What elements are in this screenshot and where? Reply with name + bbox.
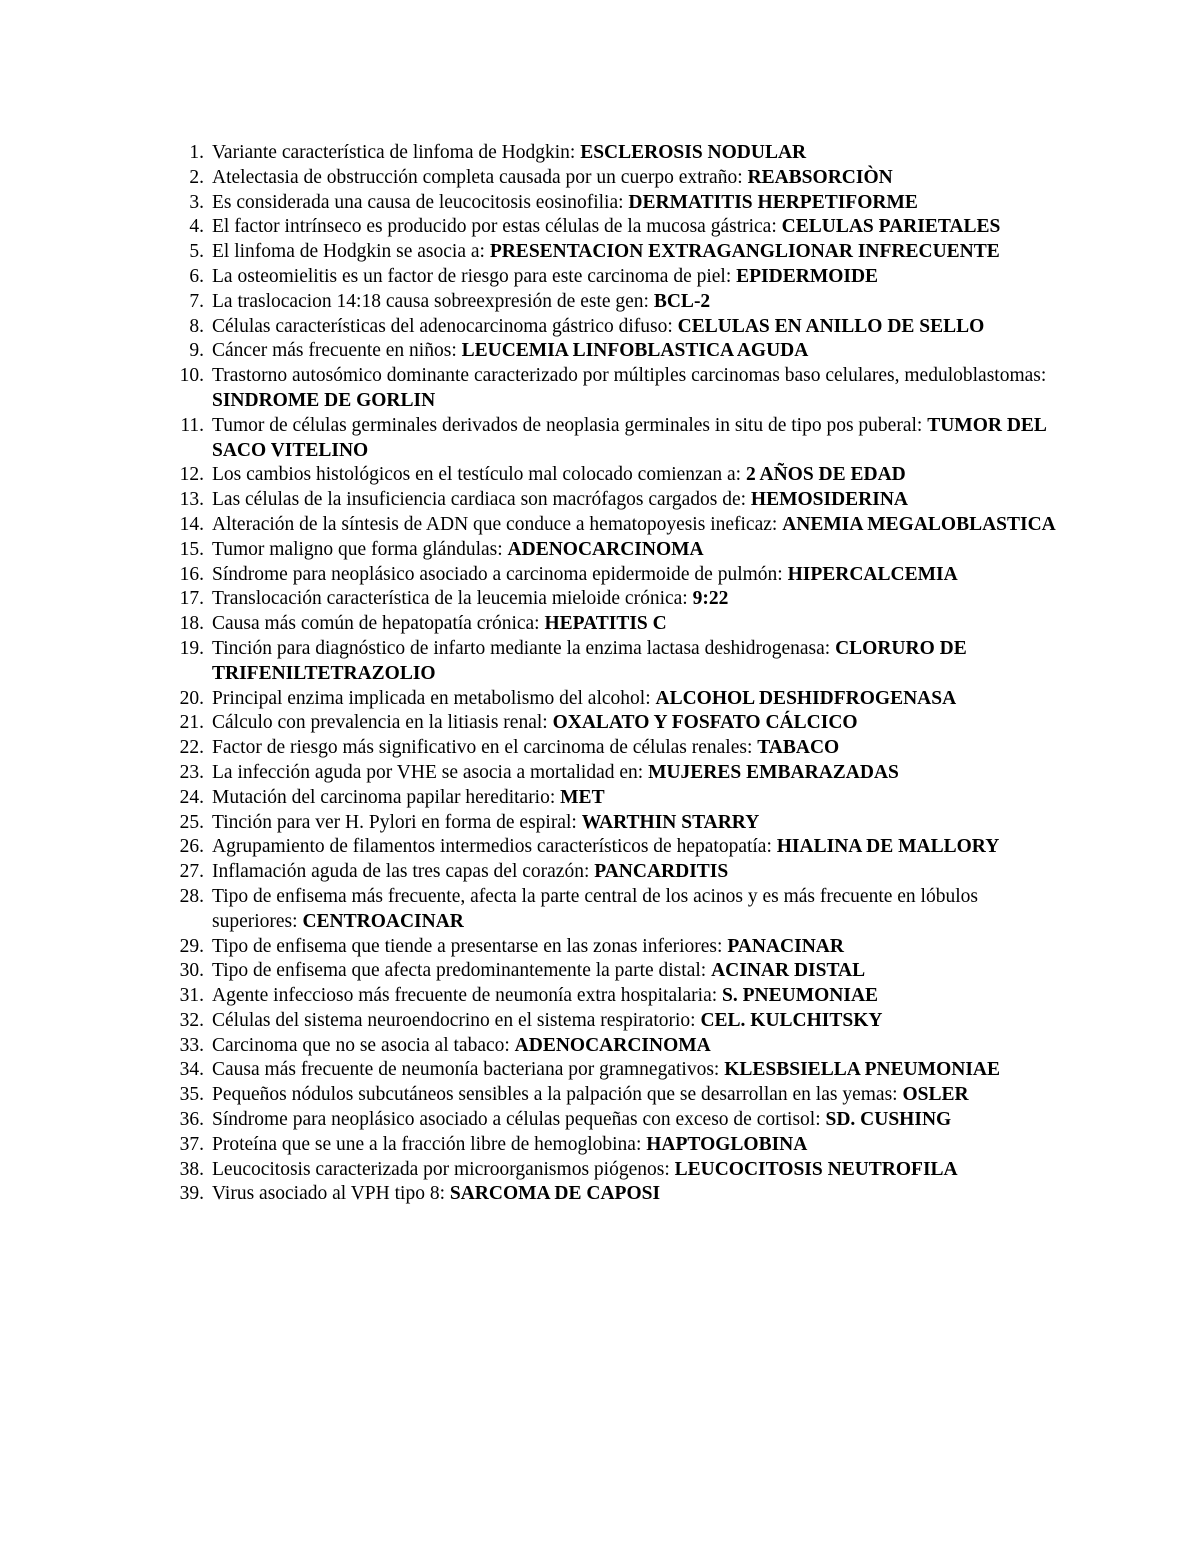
question-answer: ESCLEROSIS NODULAR [580,142,807,163]
question-prompt: Las células de la insuficiencia cardiaca son macrófagos cargados de: [212,489,747,511]
question-number: 33. [179,1034,204,1056]
question-item [160,315,1060,340]
question-answer: OSLER [902,1084,969,1106]
question-item [160,414,1060,464]
question-answer: PANCARDITIS [594,861,729,883]
question-answer: TABACO [757,737,840,759]
question-answer: CENTROACINAR [302,910,464,932]
question-answer: DERMATITIS HERPETIFORME [628,191,918,213]
question-answer: REABSORCIÒN [747,166,893,188]
question-prompt: Leucocitosis caracterizada por microorganismos piógenos: [212,1158,670,1180]
question-number: 13. [179,489,204,511]
question-answer: SARCOMA DE CAPOSI [449,1183,661,1205]
question-answer: ALCOHOL DESHIDFROGENASA [655,687,957,709]
question-answer: S. PNEUMONIAE [722,985,879,1007]
question-prompt: Alteración de la síntesis de ADN que conduce a hematopoyesis ineficaz: [212,513,778,535]
question-answer: ADENOCARCINOMA [507,538,704,560]
question-item [160,240,1060,265]
question-prompt: Tipo de enfisema que tiende a presentarse en las zonas inferiores: [212,935,723,957]
question-answer: PRESENTACION EXTRAGANGLIONAR INFRECUENTE [489,241,1000,263]
question-number: 5. [189,241,204,263]
question-prompt: La osteomielitis es un factor de riesgo para este carcinoma de piel: [212,265,732,287]
question-item [160,761,1060,786]
question-prompt: Proteína que se une a la fracción libre de hemoglobina: [212,1133,642,1155]
question-number: 21. [179,712,204,734]
question-prompt: Síndrome para neoplásico asociado a carcinoma epidermoide de pulmón: [212,563,783,585]
question-item [160,141,1060,166]
question-prompt: Síndrome para neoplásico asociado a células pequeñas con exceso de cortisol: [212,1109,821,1131]
question-item [160,1182,1060,1207]
question-prompt: Carcinoma que no se asocia al tabaco: [212,1034,510,1056]
question-answer: EPIDERMOIDE [736,265,879,287]
question-answer: HEPATITIS C [544,613,667,635]
question-prompt: Inflamación aguda de las tres capas del corazón: [212,861,590,883]
question-item [160,835,1060,860]
question-number: 17. [179,588,204,610]
question-item [160,1133,1060,1158]
question-number: 20. [179,687,204,709]
question-answer: KLESBSIELLA PNEUMONIAE [724,1059,1000,1081]
question-number: 7. [189,290,204,312]
question-answer: ACINAR DISTAL [711,960,866,982]
question-item [160,1009,1060,1034]
question-item [160,1108,1060,1133]
question-prompt: Trastorno autosómico dominante caracterizado por múltiples carcinomas baso celulares, meduloblastomas: [212,365,1047,387]
question-prompt: La infección aguda por VHE se asocia a mortalidad en: [212,761,644,783]
question-prompt: Es considerada una causa de leucocitosis eosinofilia: [212,191,624,213]
question-answer: OXALATO Y FOSFATO CÁLCICO [552,712,858,734]
question-number: 12. [179,464,204,486]
question-item [160,786,1060,811]
question-list [160,141,1060,1207]
question-item [160,984,1060,1009]
question-item [160,265,1060,290]
question-prompt: Los cambios histológicos en el testículo mal colocado comienzan a: [212,464,742,486]
question-item [160,339,1060,364]
question-number: 27. [179,861,204,883]
question-prompt: Mutación del carcinoma papilar hereditario: [212,786,556,808]
question-number: 29. [179,935,204,957]
question-number: 2. [189,166,204,188]
question-prompt: Tipo de enfisema más frecuente, afecta la parte central de los acinos y es más frecuente en lóbulos superiores: [212,885,978,932]
question-number: 19. [179,637,204,659]
question-answer: WARTHIN STARRY [581,811,760,833]
question-number: 32. [179,1009,204,1031]
question-answer: SINDROME DE GORLIN [212,389,436,411]
question-item [160,1083,1060,1108]
question-number: 1. [189,142,204,163]
question-answer: MET [560,786,605,808]
question-prompt: Pequeños nódulos subcutáneos sensibles a la palpación que se desarrollan en las yemas: [212,1084,898,1106]
question-prompt: Agrupamiento de filamentos intermedios característicos de hepatopatía: [212,836,772,858]
question-prompt: La traslocacion 14:18 causa sobreexpresión de este gen: [212,290,649,312]
question-answer: BCL-2 [653,290,711,312]
question-prompt: Cálculo con prevalencia en la litiasis renal: [212,712,548,734]
question-number: 9. [189,340,204,362]
question-number: 11. [180,414,204,436]
question-item [160,736,1060,761]
question-answer: PANACINAR [727,935,844,957]
question-item [160,587,1060,612]
question-answer: CEL. KULCHITSKY [700,1009,883,1031]
question-prompt: El factor intrínseco es producido por estas células de la mucosa gástrica: [212,216,777,238]
question-item [160,488,1060,513]
question-prompt: Causa más común de hepatopatía crónica: [212,613,540,635]
question-item [160,1158,1060,1183]
question-number: 30. [179,960,204,982]
question-answer: 2 AÑOS DE EDAD [745,464,906,486]
question-prompt: Variante característica de linfoma de Hodgkin: [212,142,576,163]
question-number: 6. [189,265,204,287]
question-answer: TUMOR DEL SACO VITELINO [212,414,1046,461]
question-item [160,463,1060,488]
question-item [160,885,1060,935]
question-prompt: Tipo de enfisema que afecta predominantemente la parte distal: [212,960,707,982]
question-number: 39. [179,1183,204,1205]
question-number: 23. [179,761,204,783]
question-answer: CLORURO DE TRIFENILTETRAZOLIO [212,637,967,684]
question-answer: HIALINA DE MALLORY [776,836,1000,858]
question-item [160,191,1060,216]
question-number: 25. [179,811,204,833]
question-item [160,959,1060,984]
question-number: 16. [179,563,204,585]
question-number: 3. [189,191,204,213]
question-item [160,860,1060,885]
question-prompt: Tinción para diagnóstico de infarto mediante la enzima lactasa deshidrogenasa: [212,637,831,659]
question-item [160,612,1060,637]
question-number: 28. [179,885,204,907]
question-prompt: Virus asociado al VPH tipo 8: [212,1183,445,1205]
question-number: 24. [179,786,204,808]
question-prompt: Tumor maligno que forma glándulas: [212,538,503,560]
question-prompt: Causa más frecuente de neumonía bacteriana por gramnegativos: [212,1059,720,1081]
question-answer: ADENOCARCINOMA [514,1034,711,1056]
question-item [160,563,1060,588]
question-number: 36. [179,1109,204,1131]
question-answer: HAPTOGLOBINA [646,1133,808,1155]
question-number: 34. [179,1059,204,1081]
question-number: 35. [179,1084,204,1106]
question-prompt: Cáncer más frecuente en niños: [212,340,457,362]
question-answer: 9:22 [692,588,729,610]
question-number: 15. [179,538,204,560]
question-prompt: Agente infeccioso más frecuente de neumonía extra hospitalaria: [212,985,718,1007]
question-item [160,290,1060,315]
question-prompt: Translocación característica de la leucemia mieloide crónica: [212,588,688,610]
question-number: 31. [179,985,204,1007]
question-prompt: Principal enzima implicada en metabolismo del alcohol: [212,687,651,709]
question-answer: SD. CUSHING [825,1109,952,1131]
question-item [160,687,1060,712]
question-item [160,166,1060,191]
question-item [160,711,1060,736]
question-number: 22. [179,737,204,759]
question-prompt: Atelectasia de obstrucción completa causada por un cuerpo extraño: [212,166,743,188]
question-item [160,1034,1060,1059]
question-item [160,513,1060,538]
question-item [160,637,1060,687]
question-answer: CELULAS EN ANILLO DE SELLO [677,315,985,337]
question-prompt: Factor de riesgo más significativo en el carcinoma de células renales: [212,737,753,759]
question-item [160,1058,1060,1083]
question-item [160,364,1060,414]
question-number: 38. [179,1158,204,1180]
question-item [160,215,1060,240]
question-answer: LEUCEMIA LINFOBLASTICA AGUDA [461,340,809,362]
question-number: 8. [189,315,204,337]
question-answer: ANEMIA MEGALOBLASTICA [782,513,1056,535]
question-item [160,935,1060,960]
question-number: 14. [179,513,204,535]
question-number: 4. [189,216,204,238]
question-answer: CELULAS PARIETALES [781,216,1001,238]
question-answer: LEUCOCITOSIS NEUTROFILA [674,1158,958,1180]
question-number: 37. [179,1133,204,1155]
question-answer: HIPERCALCEMIA [787,563,958,585]
question-item [160,538,1060,563]
question-answer: MUJERES EMBARAZADAS [648,761,899,783]
question-prompt: El linfoma de Hodgkin se asocia a: [212,241,485,263]
question-number: 26. [179,836,204,858]
question-number: 10. [179,365,204,387]
question-prompt: Tumor de células germinales derivados de neoplasia germinales in situ de tipo pos puberal: [212,414,923,436]
question-answer: HEMOSIDERINA [750,489,909,511]
question-prompt: Tinción para ver H. Pylori en forma de espiral: [212,811,577,833]
question-number: 18. [179,613,204,635]
question-prompt: Células características del adenocarcinoma gástrico difuso: [212,315,673,337]
question-prompt: Células del sistema neuroendocrino en el sistema respiratorio: [212,1009,696,1031]
question-item [160,811,1060,836]
